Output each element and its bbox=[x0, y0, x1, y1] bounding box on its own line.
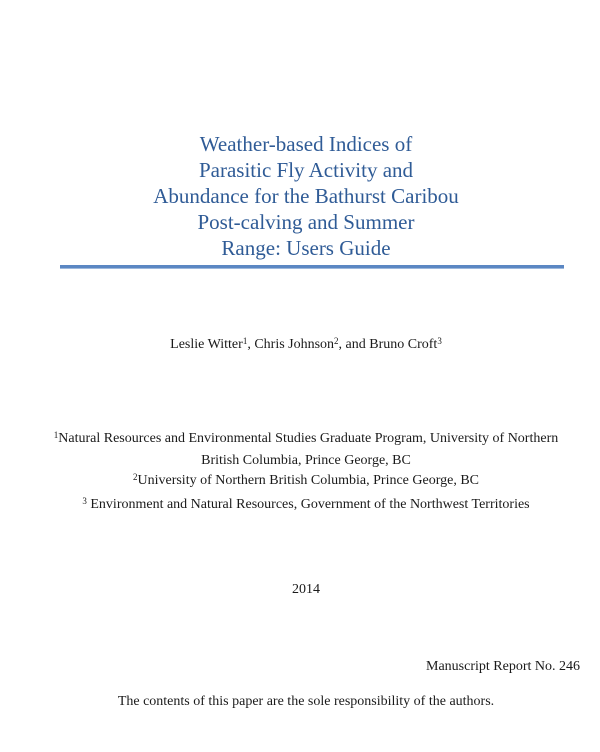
affiliation-2 bbox=[12, 470, 600, 492]
author-superscript-2: 2 bbox=[334, 335, 339, 346]
affiliation-2-line-1: University of Northern British Columbia, Prince George, BC bbox=[137, 473, 480, 488]
author-separator-1: , bbox=[247, 337, 255, 352]
title-line-4: Post-calving and Summer bbox=[197, 210, 415, 234]
publication-year: 2014 bbox=[292, 582, 320, 597]
disclaimer-text: The contents of this paper are the sole responsibility of the authors. bbox=[117, 694, 495, 709]
affiliation-2-superscript: 2 bbox=[132, 471, 138, 482]
author-superscript-1: 1 bbox=[242, 335, 248, 346]
author-superscript-3: 3 bbox=[437, 335, 442, 346]
author-name-1: Leslie Witter bbox=[170, 337, 243, 352]
affiliation-1-superscript: 1 bbox=[53, 429, 59, 440]
affiliation-1-line-2: British Columbia, Prince George, BC bbox=[201, 453, 411, 468]
affiliation-1-line-1: Natural Resources and Environmental Studies Graduate Program, University of Northern bbox=[58, 431, 559, 446]
report-title bbox=[12, 131, 600, 261]
authors-line bbox=[12, 336, 600, 353]
affiliation-3 bbox=[12, 494, 600, 516]
affiliation-3-line-1: Environment and Natural Resources, Government of the Northwest Territories bbox=[90, 497, 530, 512]
title-line-5: Range: Users Guide bbox=[221, 236, 391, 260]
manuscript-report-number: Manuscript Report No. 246 bbox=[426, 659, 580, 674]
title-line-1: Weather-based Indices of bbox=[199, 132, 413, 156]
title-line-3: Abundance for the Bathurst Caribou bbox=[153, 184, 459, 208]
author-name-2: Chris Johnson bbox=[254, 337, 335, 352]
title-underline-rule bbox=[60, 265, 564, 269]
affiliation-3-superscript: 3 bbox=[82, 495, 87, 506]
affiliation-1 bbox=[12, 428, 600, 472]
author-name-3: Bruno Croft bbox=[369, 337, 438, 352]
author-separator-2: , and bbox=[338, 337, 370, 352]
title-line-2: Parasitic Fly Activity and bbox=[198, 158, 414, 182]
